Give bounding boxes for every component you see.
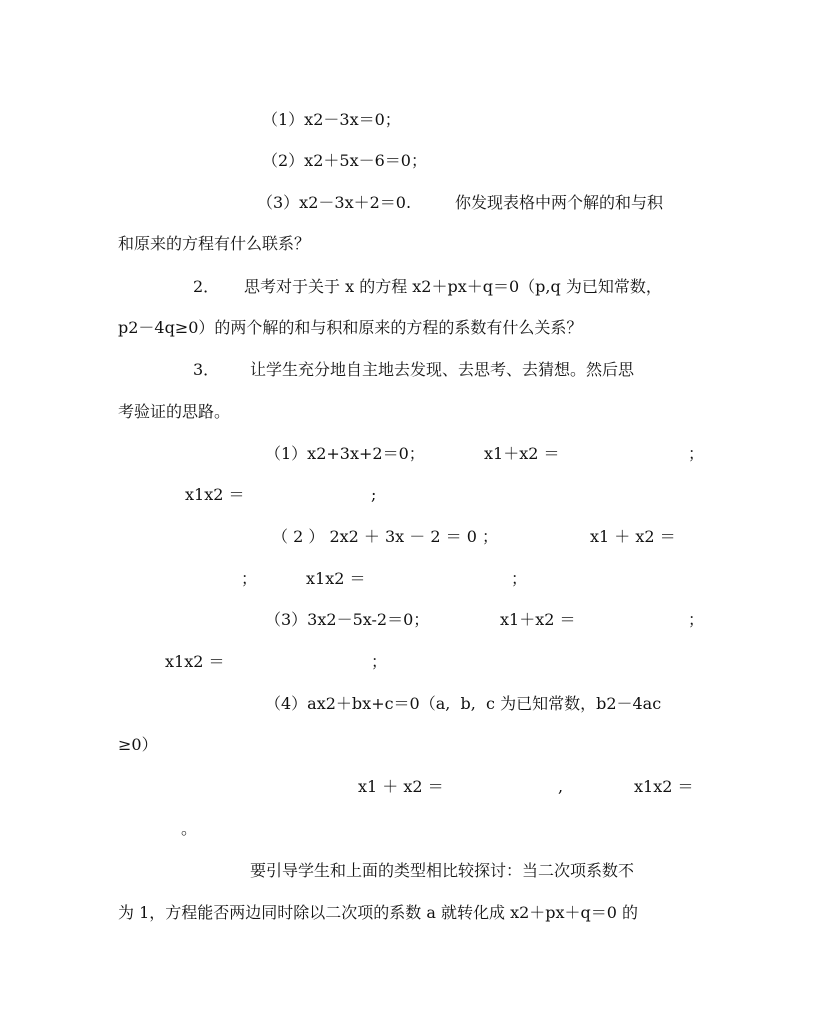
exercise-1-product: x1x2 ＝ bbox=[185, 485, 245, 504]
exercise-3-sum: x1＋x2 ＝ bbox=[500, 610, 576, 629]
exercise-4-product: x1x2 ＝ bbox=[634, 777, 694, 796]
exercise-3-product-end: ； bbox=[371, 652, 388, 671]
exercise-2-semicolon: ； bbox=[241, 569, 258, 588]
item-2-text: 思考对于关于 x 的方程 x2＋px＋q＝0（p,q 为已知常数， bbox=[244, 277, 662, 296]
exercise-3-semicolon: ； bbox=[688, 610, 705, 629]
item-3-text-cont: 考验证的思路。 bbox=[118, 402, 231, 421]
exercise-2-equation: （ 2 ） 2x2 ＋ 3x － 2 ＝ 0 ； bbox=[272, 527, 498, 546]
exercise-2-product: x1x2 ＝ bbox=[306, 569, 366, 588]
exercise-2-sum: x1 ＋ x2 ＝ bbox=[590, 527, 676, 546]
exercise-4-condition: ≥0） bbox=[118, 735, 158, 754]
exercise-2-product-end: ； bbox=[511, 569, 528, 588]
exercise-3-equation: （3）3x2－5x-2＝0； bbox=[265, 610, 430, 629]
exercise-4-equation: （4）ax2＋bx+c＝0（a, b, c 为已知常数，b2－4ac bbox=[265, 694, 662, 713]
exercise-1-sum: x1＋x2 ＝ bbox=[484, 444, 560, 463]
equation-line-1: （1）x2－3x＝0； bbox=[262, 110, 401, 129]
equation-line-3: （3）x2－3x＋2＝0. bbox=[257, 193, 412, 212]
exercise-1-equation: （1）x2+3x+2＝0； bbox=[265, 444, 425, 463]
question-text-cont: 和原来的方程有什么联系？ bbox=[118, 234, 311, 253]
item-3-text: 让学生充分地自主地去发现、去思考、去猜想。然后思 bbox=[250, 360, 635, 379]
exercise-4-comma: , bbox=[558, 777, 564, 796]
equation-line-2: （2）x2＋5x－6＝0； bbox=[262, 151, 427, 170]
item-2-text-cont: p2－4q≥0）的两个解的和与积和原来的方程的系数有什么关系？ bbox=[118, 318, 583, 337]
item-number-3: 3． bbox=[193, 360, 220, 379]
item-number-2: 2． bbox=[193, 277, 220, 296]
exercise-4-end: 。 bbox=[181, 819, 198, 838]
question-text: 你发现表格中两个解的和与积 bbox=[455, 193, 664, 212]
guidance-text: 要引导学生和上面的类型相比较探讨：当二次项系数不 bbox=[250, 861, 635, 880]
exercise-3-product: x1x2 ＝ bbox=[165, 652, 225, 671]
exercise-1-semicolon: ； bbox=[688, 444, 705, 463]
exercise-4-sum: x1 ＋ x2 ＝ bbox=[358, 777, 444, 796]
guidance-text-cont: 为 1，方程能否两边同时除以二次项的系数 a 就转化成 x2＋px＋q＝0 的 bbox=[118, 903, 639, 922]
exercise-1-product-end: ; bbox=[371, 485, 377, 504]
